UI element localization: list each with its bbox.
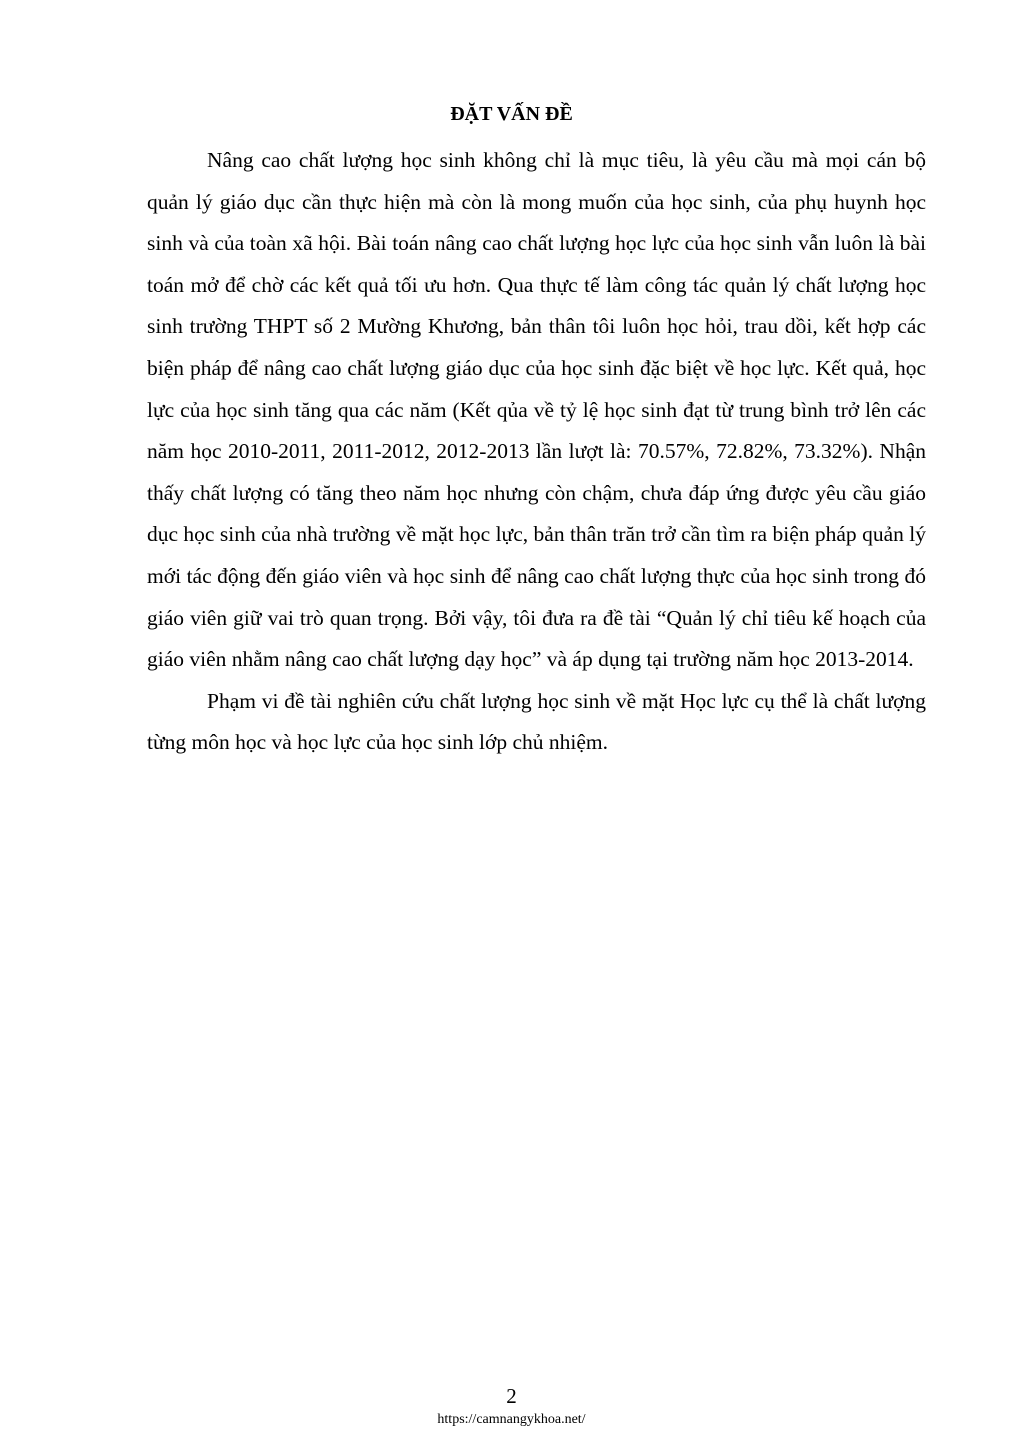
page-number: 2	[506, 1384, 517, 1408]
body-text	[147, 140, 926, 764]
paragraph-intro: Nâng cao chất lượng học sinh không chỉ là mục tiêu, là yêu cầu mà mọi cán bộ quản lý giáo dục cần thực hiện mà còn là mong muốn của học sinh, của phụ huynh học sinh và của toàn xã hội. Bài toán nâng cao chất lượng học lực của học sinh vẫn luôn là bài toán mở để chờ các kết quả tối ưu hơn. Qua thực tế làm công tác quản lý chất lượng học sinh trường THPT số 2 Mường Khương, bản thân tôi luôn học hỏi, trau dồi, kết hợp các biện pháp để nâng cao chất lượng giáo dục của học sinh đặc biệt về học lực. Kết quả, học lực của học sinh tăng qua các năm (Kết qủa về tỷ lệ học sinh đạt từ trung bình trở lên các năm học 2010-2011, 2011-2012, 2012-2013 lần lượt là: 70.57%, 72.82%, 73.32%). Nhận thấy chất lượng có tăng theo năm học nhưng còn chậm, chưa đáp ứng được yêu cầu giáo dục học sinh của nhà trường về mặt học lực, bản thân trăn trở cần tìm ra biện pháp quản lý mới tác động đến giáo viên và học sinh để nâng cao chất lượng thực của học sinh trong đó giáo viên giữ vai trò quan trọng. Bởi vậy, tôi đưa ra đề tài “Quản lý chỉ tiêu kế hoạch của giáo viên nhằm nâng cao chất lượng dạy học” và áp dụng tại trường năm học 2013-2014.	[147, 148, 926, 672]
footer-url: https://camnangykhoa.net/	[437, 1412, 586, 1427]
paragraph-scope: Phạm vi đề tài nghiên cứu chất lượng học sinh về mặt Học lực cụ thể là chất lượng từng môn học và học lực của học sinh lớp chủ nhiệm.	[147, 688, 926, 755]
section-heading: ĐẶT VẤN ĐỀ	[450, 103, 573, 125]
